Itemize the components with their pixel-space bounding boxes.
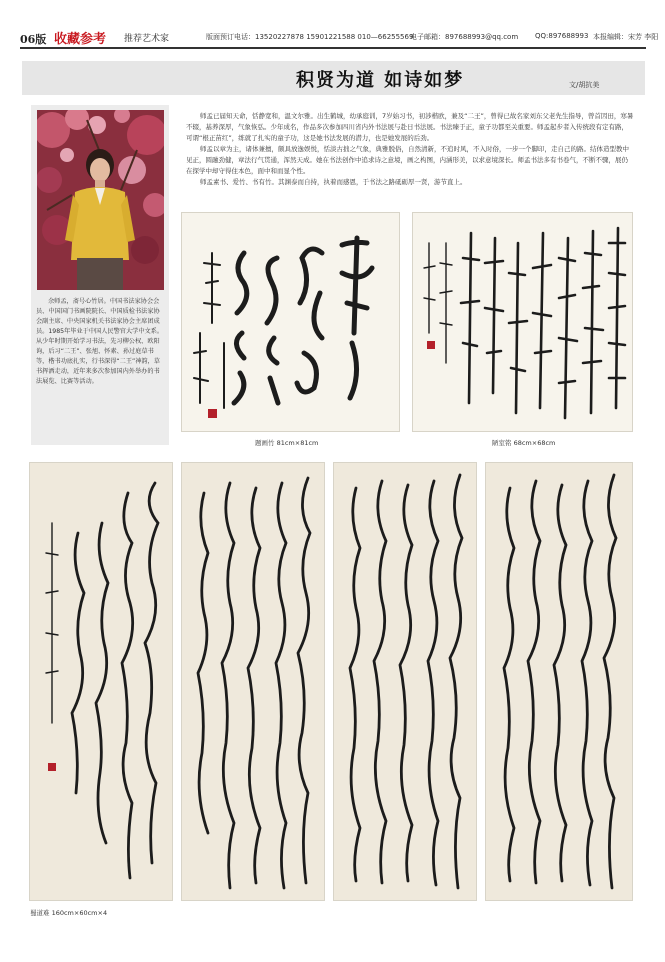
contact-qq: QQ:897688993 xyxy=(535,32,589,40)
artwork-shudaonan-panel-4 xyxy=(30,463,172,900)
artist-bio: 余师孟，斋号心竹居。中国书法家协会会员、中国国门书画院院长、中国质检书法家协会副主席、中央国家机关书法家协会主席团成员。1985年毕业于中国人民警官大学中文系。从少年时期开始学习书法，先习柳公权、欧阳询，后习“二王”、张旭、怀素、孙过庭草书等，楷书功底扎实，行书深得“二王”神韵，草书挥洒走动，近年来多次参加国内外举办的书法展览、比赛等活动。 xyxy=(36,298,164,385)
header-rule xyxy=(20,47,646,49)
artwork-bamboo-calligraphy xyxy=(182,213,399,431)
paragraph: 师孟以章为主，诸体兼擅，颇具放逸娱悦，恬淡古拙之气象，典雅脱俗，自然清新，不追时风，不入时俗，一步一个脚印，走自己的路。结体造型教中见正，圆融劲健，章法行气贯通，浑然天成。她在书法创作中追求诗之意境，画之构图，内涵形美，以求意境深长。师孟书法多有书卷气，不断不骤，展仍在探学中却守得住本色，面中和而显个性。 xyxy=(186,145,629,175)
page-number: 06版 xyxy=(20,33,47,46)
page-header xyxy=(20,28,659,48)
booking-phone: 版面预订电话：13520227878 15901221588 010—66255569 xyxy=(206,33,414,41)
paragraph: 师孟已届知天命，恬静宽和，温文尔雅。出生鹤城，幼承庭训，7岁始习书，初涉楷欧，兼及“二王”，曾得已故名家刘东父老先生指导，曾首因田，寒暑不辍，基养深厚，气象恢弘。少年成名，作品多次参加四川省内外书法展与赴日书法展。书法臻于正，童子功都至关重要。师孟起步者入传统段有定有路，可谓“根正苗红”，练就了扎实的童子功，这是她书法发展的潜力，也是她发展的后劲。 xyxy=(186,112,634,142)
contact-email: 电子邮箱：897688993@qq.com xyxy=(410,33,519,41)
section-title: 推荐艺术家 xyxy=(124,34,170,44)
caption-loushiming: 陋室铭 68cm×68cm xyxy=(492,439,556,447)
artwork-shudaonan-panel-1 xyxy=(486,463,632,900)
paragraph: 师孟素书、爱竹、书有竹。其渊泰而自持，执着而感恩，于书法之路砥砺厚一贤，游节直上。 xyxy=(200,178,467,186)
artwork-shudaonan-panel-3 xyxy=(182,463,324,900)
article-author: 文/胡抗美 xyxy=(569,81,600,89)
article-title: 积贤为道 如诗如梦 xyxy=(296,70,465,91)
caption-bamboo: 题画竹 81cm×81cm xyxy=(255,439,319,447)
column-title: 收藏参考 xyxy=(54,32,107,47)
article-body xyxy=(186,111,634,188)
editors: 本报编辑：宋芳 李阳 xyxy=(593,33,659,41)
artwork-shudaonan-panel-2 xyxy=(334,463,476,900)
artist-photo xyxy=(37,110,164,290)
caption-shudaonan: 蜀道难 160cm×60cm×4 xyxy=(30,909,108,917)
artwork-loushiming xyxy=(413,213,632,431)
